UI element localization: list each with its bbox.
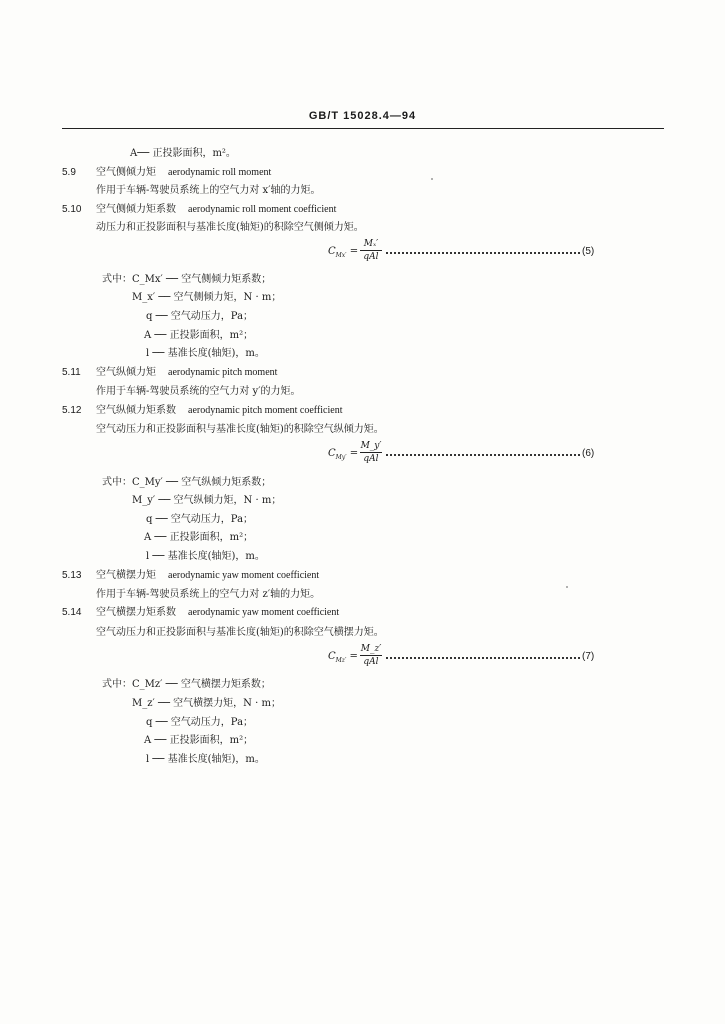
section-number: 5.11 — [62, 367, 81, 378]
section-title-en: aerodynamic yaw moment coefficient — [168, 570, 320, 581]
section-number: 5.14 — [62, 607, 82, 618]
where-line: l ── 基准长度(轴矩)，m。 — [146, 348, 265, 359]
section-body: 空气动压力和正投影面积与基准长度(轴矩)的积除空气横摆力矩。 — [96, 627, 384, 638]
leader-dots — [386, 657, 580, 659]
section-title-en: aerodynamic pitch moment coefficient — [188, 405, 343, 416]
where-line: 式中：C_Mz′ ── 空气横摆力矩系数； — [102, 679, 271, 690]
where-line: A ── 正投影面积，m²； — [144, 532, 254, 543]
formula-fraction — [360, 238, 382, 263]
section-title-cn: 空气纵倾力矩 — [96, 367, 156, 378]
formula-7 — [328, 643, 600, 673]
section-heading — [96, 606, 339, 619]
leader-dots — [386, 252, 580, 254]
numerator: Mₓ′ — [360, 238, 382, 251]
section-body: 动压力和正投影面积与基准长度(轴矩)的积除空气侧倾力矩。 — [96, 222, 364, 233]
section-body: 空气动压力和正投影面积与基准长度(轴矩)的积除空气纵倾力矩。 — [96, 424, 384, 435]
equation-number: (5) — [582, 246, 595, 257]
equation-number: (7) — [582, 651, 595, 662]
section-title-en: aerodynamic roll moment coefficient — [188, 204, 337, 215]
equation-number: (6) — [582, 448, 595, 459]
section-title-cn: 空气侧倾力矩 — [96, 167, 156, 178]
formula-lhs: $C_{Mx'}$ = — [328, 246, 359, 259]
where-line: q ── 空气动压力，Pa； — [146, 514, 254, 525]
where-line: A ── 正投影面积，m²； — [144, 330, 254, 341]
leader-dots — [386, 454, 580, 456]
standard-header: GB/T 15028.4—94 — [308, 110, 417, 122]
where-line: M_z′ ── 空气横摆力矩，N · m； — [132, 698, 281, 709]
section-heading — [96, 203, 336, 216]
section-number: 5.9 — [62, 167, 76, 178]
formula-5 — [328, 238, 600, 268]
section-title-cn: 空气纵倾力矩系数 — [96, 405, 176, 416]
where-line: A ── 正投影面积，m²； — [144, 735, 254, 746]
where-line: q ── 空气动压力，Pa； — [146, 717, 254, 728]
formula-lhs: $C_{My'}$ = — [328, 448, 359, 461]
where-line: A── 正投影面积，m²。 — [130, 148, 236, 159]
section-heading — [96, 166, 271, 179]
denominator: qAl — [363, 454, 379, 464]
denominator: qAl — [363, 657, 379, 667]
scan-speck — [566, 586, 568, 588]
formula-fraction — [360, 643, 382, 668]
section-heading — [96, 569, 319, 582]
where-line: M_y′ ── 空气纵倾力矩，N · m； — [132, 495, 282, 506]
section-body: 作用于车辆-驾驶员系统的空气力对 y′的力矩。 — [96, 386, 301, 397]
section-number: 5.10 — [62, 204, 82, 215]
numerator: M_y′ — [360, 441, 382, 451]
formula-6 — [328, 440, 600, 470]
section-title-cn: 空气横摆力矩 — [96, 570, 156, 581]
section-title-cn: 空气侧倾力矩系数 — [96, 204, 176, 215]
section-title-cn: 空气横摆力矩系数 — [96, 607, 176, 618]
formula-lhs: $C_{Mz'}$ = — [328, 651, 358, 664]
header-rule — [62, 128, 664, 129]
section-title-en: aerodynamic yaw moment coefficient — [188, 607, 340, 618]
section-body: 作用于车辆-驾驶员系统上的空气力对 z′轴的力矩。 — [96, 589, 321, 600]
section-title-en: aerodynamic roll moment — [168, 167, 272, 178]
where-line: l ── 基准长度(轴矩)，m。 — [146, 551, 265, 562]
formula-fraction — [360, 440, 382, 465]
where-line: l ── 基准长度(轴矩)，m。 — [146, 754, 265, 765]
where-line: 式中：C_Mx′ ── 空气侧倾力矩系数； — [102, 274, 272, 285]
section-heading — [96, 366, 277, 379]
section-number: 5.12 — [62, 405, 82, 416]
section-number: 5.13 — [62, 570, 82, 581]
numerator: M_z′ — [360, 644, 382, 654]
section-body: 作用于车辆-驾驶员系统上的空气力对 x′轴的力矩。 — [96, 185, 321, 196]
section-title-en: aerodynamic pitch moment — [168, 367, 278, 378]
section-heading — [96, 404, 342, 417]
where-line: 式中：C_My′ ── 空气纵倾力矩系数； — [102, 477, 272, 488]
denominator: qAl — [363, 252, 379, 262]
where-line: q ── 空气动压力，Pa； — [146, 311, 254, 322]
scan-speck — [431, 178, 433, 180]
where-line: M_x′ ── 空气侧倾力矩，N · m； — [132, 292, 282, 303]
